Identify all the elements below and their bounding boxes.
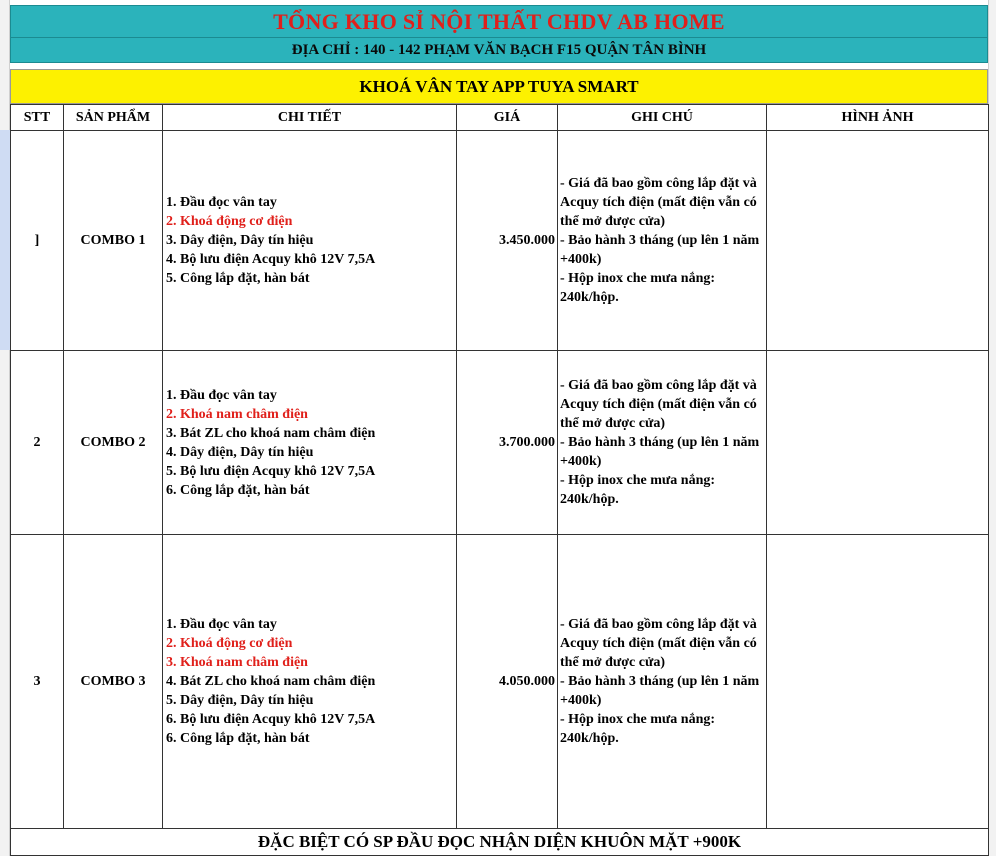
image-cell[interactable] [767,535,989,829]
table-row [11,351,989,535]
column-header-notes[interactable]: GHI CHÚ [558,105,767,131]
stt-cell[interactable]: ] [11,131,64,351]
note-line: - Giá đã bao gồm công lắp đặt và Acquy tích điện (mất điện vẫn có thể mở được cửa) [560,378,757,431]
note-line: - Hộp inox che mưa nắng: 240k/hộp. [560,712,716,746]
price-cell[interactable]: 4.050.000 [457,535,558,829]
note-line: - Bảo hành 3 tháng (up lên 1 năm +400k) [560,233,760,267]
note-line: - Giá đã bao gồm công lắp đặt và Acquy tích điện (mất điện vẫn có thể mở được cửa) [560,617,757,670]
note-line: - Bảo hành 3 tháng (up lên 1 năm +400k) [560,435,760,469]
detail-line: 4. Bát ZL cho khoá nam châm điện [166,674,376,689]
image-cell[interactable] [767,351,989,535]
address-band [10,38,988,63]
detail-line: 5. Công lắp đặt, hàn bát [166,271,310,286]
detail-line-highlight: 2. Khoá động cơ điện [166,214,293,229]
column-header-image[interactable]: HÌNH ẢNH [767,105,989,131]
product-cell[interactable]: COMBO 2 [64,351,163,535]
selected-row-highlight [0,130,10,350]
column-header-product[interactable]: SẢN PHẨM [64,105,163,131]
notes-cell[interactable] [558,131,767,351]
details-cell[interactable] [163,351,457,535]
details-cell[interactable] [163,131,457,351]
note-line: - Hộp inox che mưa nắng: 240k/hộp. [560,473,716,507]
column-header-stt[interactable]: STT [11,105,64,131]
detail-line: 4. Dây điện, Dây tín hiệu [166,444,314,460]
notes-cell[interactable] [558,535,767,829]
detail-line: 5. Dây điện, Dây tín hiệu [166,693,314,708]
section-band [10,69,988,104]
detail-line-highlight: 2. Khoá nam châm điện [166,406,308,422]
detail-line-highlight: 2. Khoá động cơ điện [166,636,293,651]
detail-line: 1. Đầu đọc vân tay [166,195,277,210]
note-line: - Bảo hành 3 tháng (up lên 1 năm +400k) [560,674,760,708]
detail-line: 3. Dây điện, Dây tín hiệu [166,233,314,248]
detail-line: 6. Công lắp đặt, hàn bát [166,482,310,498]
section-title: KHOÁ VÂN TAY APP TUYA SMART [359,76,639,96]
price-cell[interactable]: 3.450.000 [457,131,558,351]
title-band [10,5,988,38]
detail-line: 3. Bát ZL cho khoá nam châm điện [166,425,376,441]
page-title: TỔNG KHO SỈ NỘI THẤT CHDV AB HOME [273,8,725,34]
detail-line: 1. Đầu đọc vân tay [166,617,277,632]
stt-cell[interactable]: 2 [11,351,64,535]
detail-line: 1. Đầu đọc vân tay [166,387,277,403]
price-cell[interactable]: 3.700.000 [457,351,558,535]
price-table [10,104,988,856]
image-cell[interactable] [767,131,989,351]
note-line: - Giá đã bao gồm công lắp đặt và Acquy tích điện (mất điện vẫn có thể mở được cửa) [560,176,757,229]
details-cell[interactable] [163,535,457,829]
stt-cell[interactable]: 3 [11,535,64,829]
detail-line: 6. Công lắp đặt, hàn bát [166,731,310,746]
notes-cell[interactable] [558,351,767,535]
table-row [11,131,989,351]
row-header-gutter [0,0,10,856]
product-cell[interactable]: COMBO 3 [64,535,163,829]
address-text: ĐỊA CHỈ : 140 - 142 PHẠM VĂN BẠCH F15 QUẬN TÂN BÌNH [291,41,707,58]
detail-line: 6. Bộ lưu điện Acquy khô 12V 7,5A [166,712,376,727]
scrollbar-gutter[interactable] [988,0,996,856]
column-header-price[interactable]: GIÁ [457,105,558,131]
detail-line-highlight: 3. Khoá nam châm điện [166,655,308,670]
detail-line: 5. Bộ lưu điện Acquy khô 12V 7,5A [166,463,376,479]
footer-note[interactable]: ĐẶC BIỆT CÓ SP ĐẦU ĐỌC NHẬN DIỆN KHUÔN MẶT +900K [11,829,989,856]
footer-row [11,829,989,856]
detail-line: 4. Bộ lưu điện Acquy khô 12V 7,5A [166,252,376,267]
product-cell[interactable]: COMBO 1 [64,131,163,351]
note-line: - Hộp inox che mưa nắng: 240k/hộp. [560,271,716,305]
table-header-row [11,105,989,131]
column-header-details[interactable]: CHI TIẾT [163,105,457,131]
table-row [11,535,989,829]
